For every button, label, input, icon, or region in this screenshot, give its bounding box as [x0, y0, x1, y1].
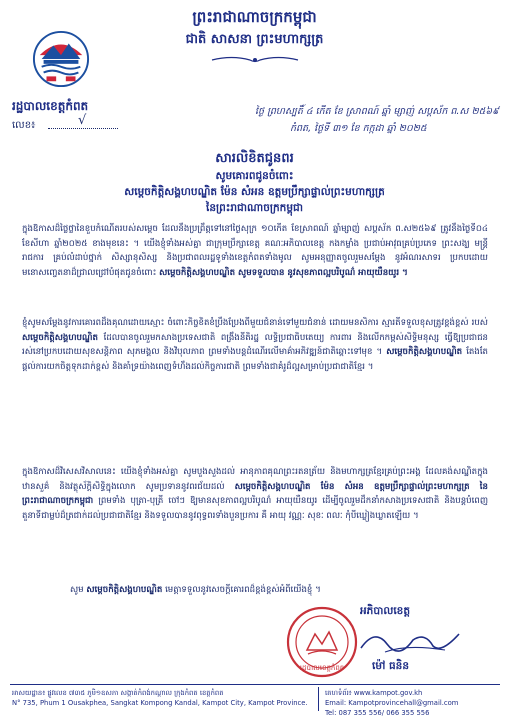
kingdom-heading: ព្រះរាជាណាចក្រកម្ពុជា	[192, 8, 317, 26]
footer-address	[12, 688, 312, 708]
body-paragraph-3	[22, 465, 488, 523]
honoree-name: សម្តេចកិត្តិសង្គហបណ្ឌិត ម៉ែន សំអន ឧត្តមប្រឹក្សាផ្ទាល់ព្រះមហាក្សត្រ នៃព្រះរាជាណាចក្រកម្ពុជា	[22, 481, 488, 507]
official-seal-icon	[281, 604, 363, 680]
handwritten-signature-icon	[355, 624, 465, 658]
honoree-name: សម្តេចកិត្តិសង្គហបណ្ឌិត	[386, 347, 463, 358]
ornament-divider-icon	[210, 55, 300, 65]
paragraph-text: ព្រមទាំង បុត្រា-បុត្រី ចៅៗ ឱ្យមានសុខភាពល្អបរិបូណ៌ អាយុយឺនយូរ ដើម្បីចូលរួមដឹកនាំកសាងប្រទេសជាតិ និងបន្តបំពេញតួនាទីជាម្លប់ដ៏ត្រជាក់ដល់ប្រជាជាតិខ្មែរ និងទទួលបាននូវពុទ្ធពរទាំងបួនប្រការ គឺ អាយុ វណ្ណៈ សុខៈ ពលៈ កុំបីឃ្លៀងឃ្លាតឡើយ ។	[22, 496, 489, 521]
footer-divider	[10, 684, 500, 685]
telephone-text: Tel: 087 355 556/ 066 355 556	[325, 709, 430, 717]
paragraph-text: ខ្ញុំសូមសម្តែងនូវការគោរពដឹងគុណដោយស្មោះ ចំពោះកិច្ចខិតខំប្រឹងប្រែងពីមួយជំនាន់ទៅមួយជំនាន់ ដោយមនសិការ ស្មារតីទទួលខុសត្រូវខ្ពង់ខ្ពស់ របស់	[22, 318, 488, 328]
paragraph-text: មេត្តាទទួលនូវសេចក្តីគោរពដ៏ខ្ពង់ខ្ពស់អំពីយើងខ្ញុំ ។	[165, 585, 321, 595]
reference-line	[48, 128, 118, 129]
paragraph-text: ក្នុងឱកាសដ៏ថ្លៃថ្លានៃខួបកំណើតរបស់សម្តេច ដែលនឹងប្រព្រឹត្តទៅនៅថ្ងៃសុក្រ ១០កើត ខែស្រាពណ៍ ឆ្នាំម្សាញ់ សប្តស័ក ព.ស២៥៦៩ ត្រូវនឹងថ្ងៃទី០៤ ខែសីហា ឆ្នាំ២០២៥ ខាងមុខនេះ ។ យើងខ្ញុំទាំងអស់គ្នា ជាក្រុមប្រឹក្សាខេត្ត គណៈអភិបាលខេត្ត កងកម្លាំង ប្រជាប់អាវុធគ្រប់ប្រភេទ ព្រះសង្ឃ មន្ត្រីរាជការ គ្រប់លំដាប់ថ្នាក់ សិស្សានុសិស្ស និងប្រជាពលរដ្ឋទូទាំងខេត្តកំពតទាំងមូល សូមអនុញ្ញាតចូលរួមសម្តែង នូវអំណរសាទរ ប្រកបដោយមនោសញ្ចេតនាដ៏ជ្រាលជ្រៅបំផុតជូនចំពោះ	[22, 224, 488, 278]
sender-administration: រដ្ឋបាលខេត្តកំពត	[12, 99, 89, 113]
letter-title: សារលិខិតជូនពរ	[215, 151, 294, 166]
honoree-name: សម្តេចកិត្តិសង្គហបណ្ឌិត	[22, 332, 98, 343]
seal-text: រដ្ឋបាលខេត្តកំពត	[299, 664, 345, 672]
footer-separator	[318, 687, 319, 711]
paragraph-text: សូម	[70, 585, 84, 595]
solar-date: កំពត, ថ្ងៃទី ៣១ ខែ កក្កដា ឆ្នាំ ២០២៥	[290, 123, 427, 134]
address-khmer: អាសយដ្ឋាន៖ ផ្លូវលេខ ៧៣៥ ភូមិ១ឧសភា សង្កាត់កំពង់កណ្តាល ក្រុងកំពត ខេត្តកំពត	[12, 689, 224, 697]
lunar-date: ថ្ងៃ ព្រហស្បតិ៍ ៤ កើត ខែ ស្រាពណ៍ ឆ្នាំ ម្សាញ់ សប្តស័ក ព.ស ២៥៦៩	[255, 106, 499, 117]
paragraph-text: ក្នុងឱកាសដ៏វិសេសវិសាលនេះ យើងខ្ញុំទាំងអស់គ្នា សូមបួងសួងដល់ អានុភាពគុណព្រះរតនត្រ័យ និងមហាក្សត្រខ្មែរគ្រប់ព្រះអង្គ ដែលគង់សណ្ឋិតក្នុងឋានសួគ៌ និងវត្ថុស័ក្តិសិទ្ធិក្នុងលោក សូមប្រទាននូវពរជ័យដល់	[22, 467, 488, 492]
address-english: N° 735, Phum 1 Ousakphea, Sangkat Kompong Kandal, Kampot City, Kampot Province.	[12, 699, 308, 707]
letter-addressee-country: នៃព្រះរាជាណាចក្រកម្ពុជា	[205, 202, 303, 214]
letter-addressee-intro: សូមគោរពជូនចំពោះ	[215, 170, 294, 182]
honoree-name: សម្តេចកិត្តិសង្គហបណ្ឌិត	[86, 585, 163, 595]
closing-paragraph	[70, 583, 490, 598]
body-paragraph-2	[22, 316, 488, 374]
signatory-title: អភិបាលខេត្ត	[360, 605, 410, 617]
honoree-name: សម្តេចកិត្តិសង្គហបណ្ឌិត សូមទទួលបាន នូវសុខភាពល្អបរិបូណ៌ អាយុយឺនយូរ ។	[159, 267, 408, 278]
motto-heading: ជាតិ សាសនា ព្រះមហាក្សត្រ	[185, 32, 324, 47]
email-text: Email: Kampotprovincehall@gmail.com	[325, 699, 459, 707]
signatory-name: ម៉ៅ ធនិន	[372, 660, 409, 672]
paragraph-text: តែងតែផ្តល់ការយកចិត្តទុកដាក់ខ្ពស់ និងគាំទ្រយ៉ាងពេញទំហឹងដល់កិច្ចការជាតិ ព្រមទាំងជាគំរូដ៏ល្អសម្រាប់ប្រជាជាតិខ្មែរ ។	[22, 347, 489, 372]
provincial-logo-icon	[32, 30, 90, 88]
letter-addressee-name: សម្តេចកិត្តិសង្គហបណ្ឌិត ម៉ែន សំអន ឧត្តមប្រឹក្សាផ្ទាល់ព្រះមហាក្សត្រ	[124, 186, 385, 198]
website-text: គេហទំព័រ៖ www.kampot.gov.kh	[325, 689, 423, 697]
reference-label: លេខ៖	[12, 120, 36, 131]
footer-contacts	[325, 688, 505, 718]
paragraph-text: ដែលបានចូលរួមកសាងប្រទេសជាតិ ពង្រឹងនីតិរដ្ឋ លទ្ធិប្រជាធិបតេយ្យ ការពារ និងលើកកម្ពស់សិទ្ធិមនុស្ស ធ្វើឱ្យប្រជាជនរស់នៅប្រកបដោយសុខសន្តិភាព សុភមង្គល និងវិបុលភាព ព្រមទាំងបន្តដំណើរលើមាគ៌ាអភិវឌ្ឍន៍ជាតិឆ្ពោះទៅមុខ ។	[22, 332, 488, 358]
reference-number: √	[78, 113, 87, 128]
body-paragraph-1	[22, 222, 488, 280]
